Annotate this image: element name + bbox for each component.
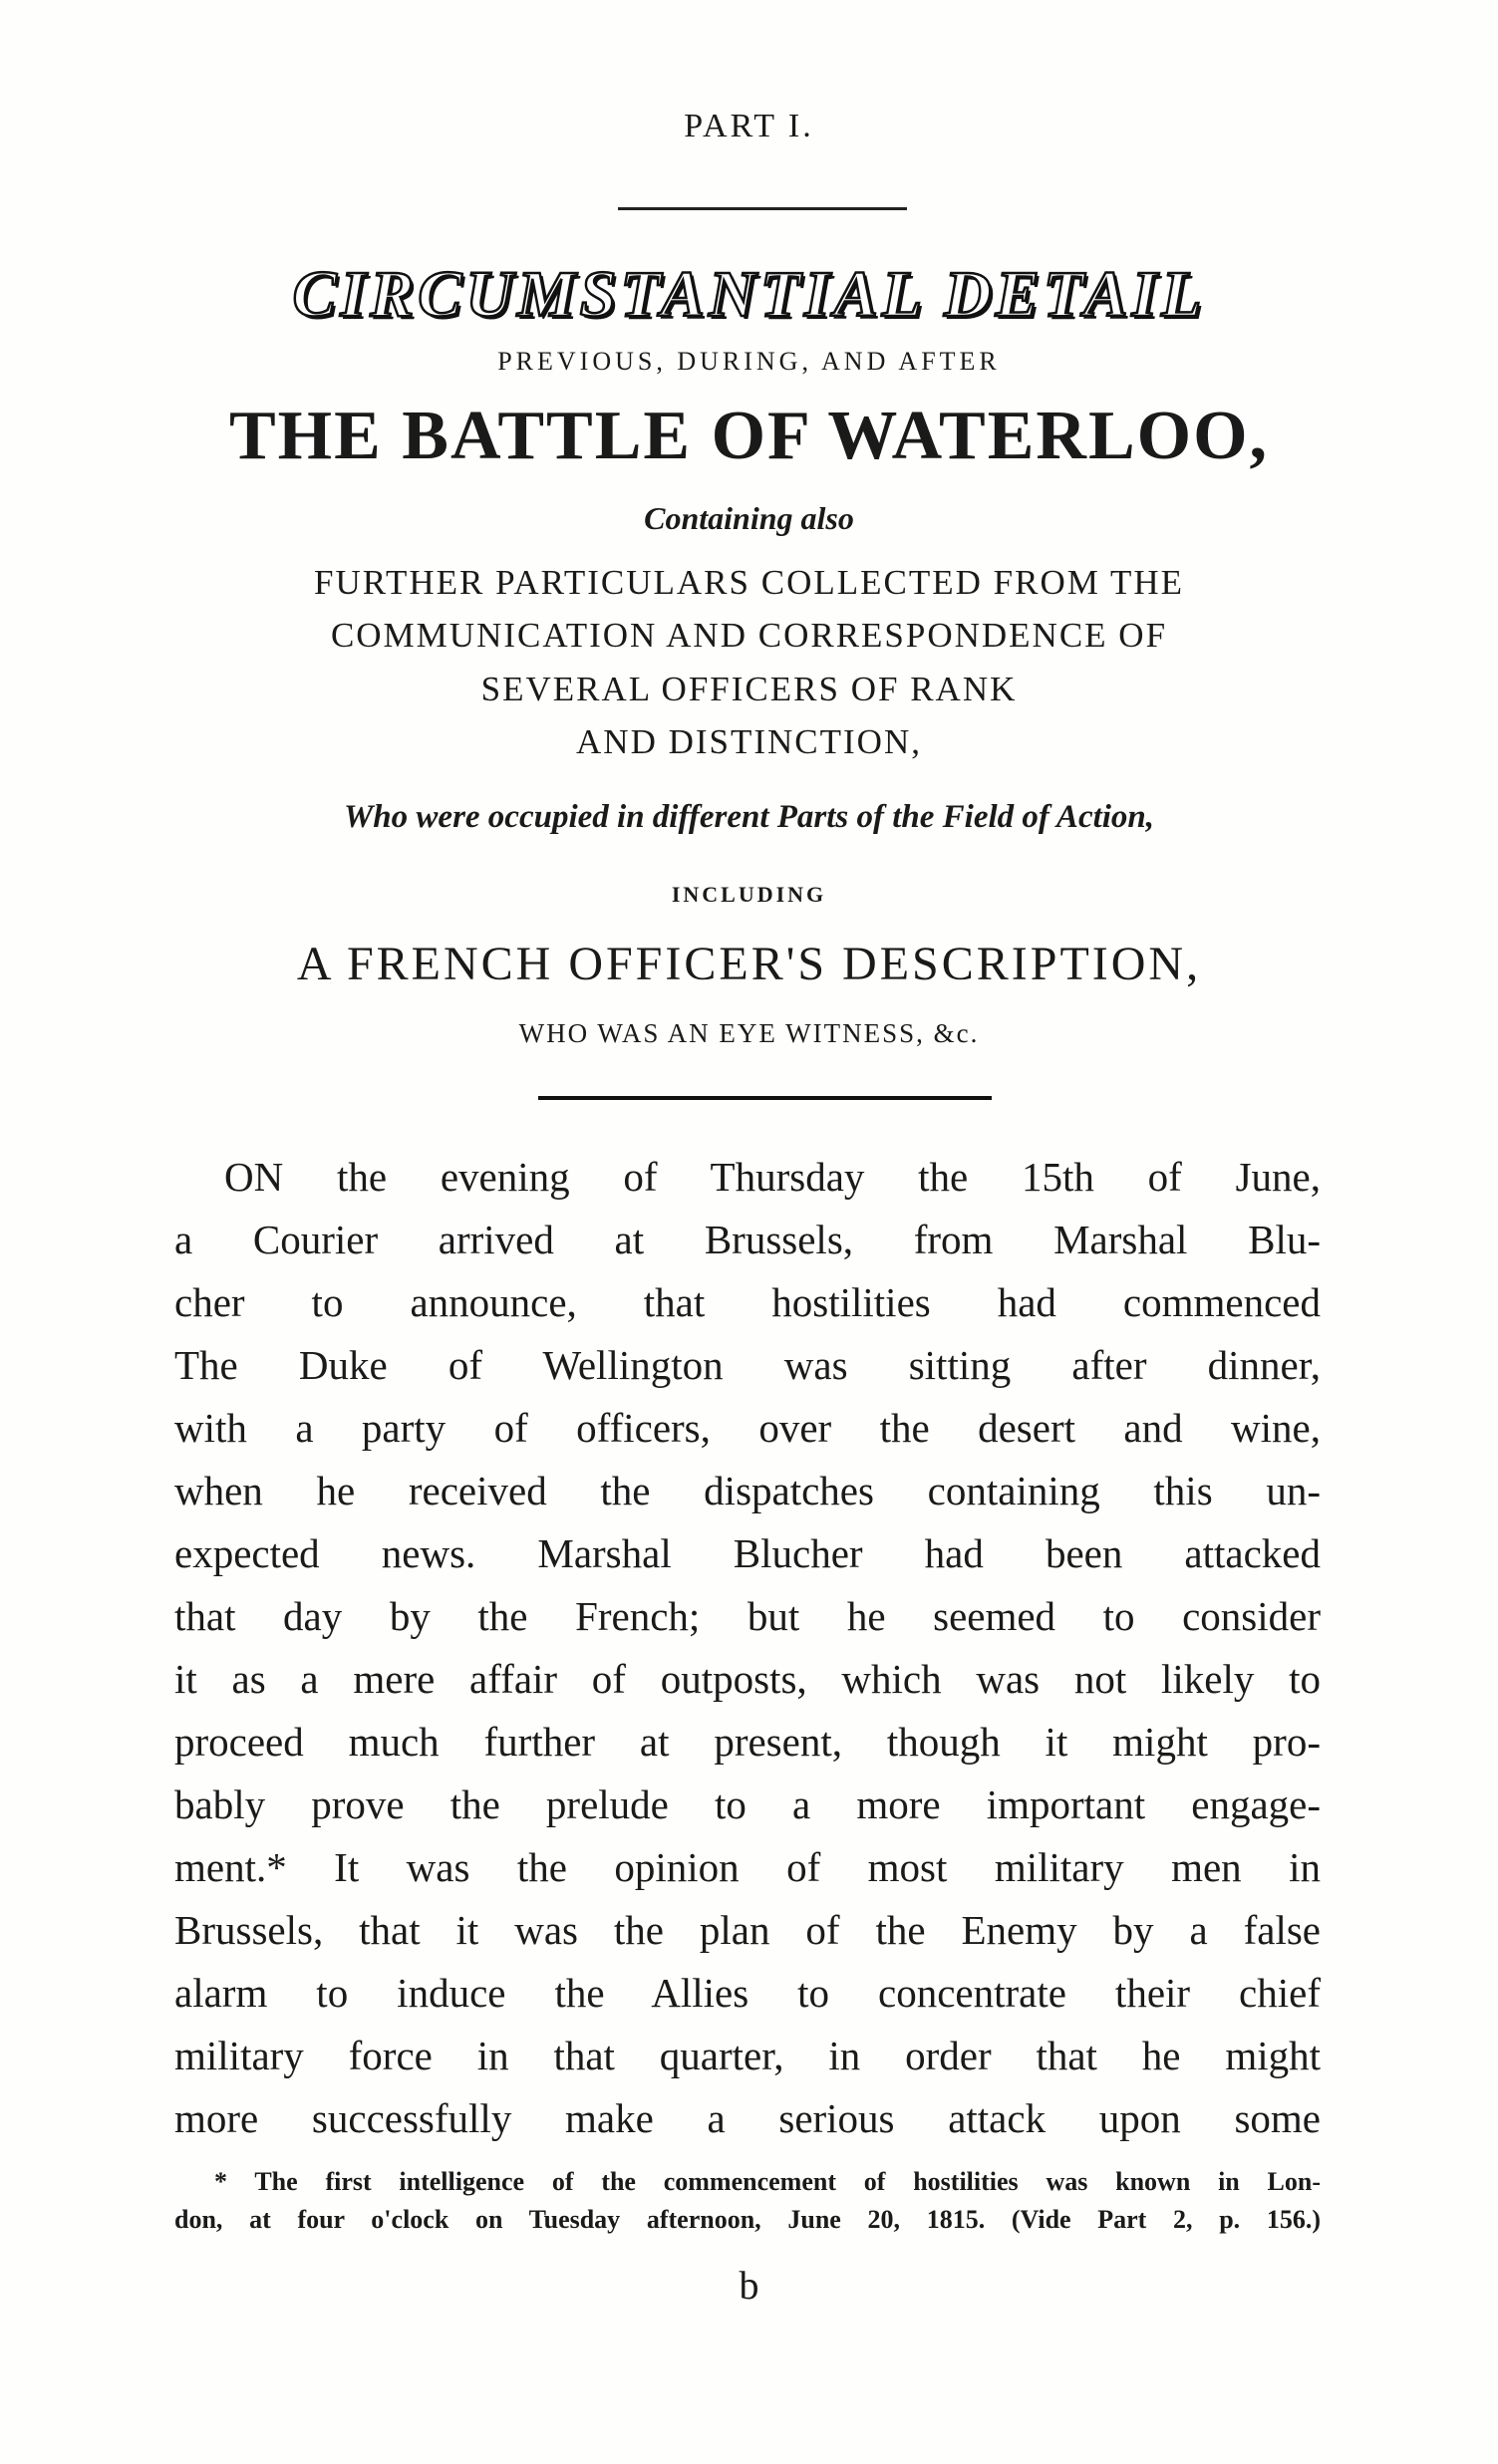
body-line-11: bably prove the prelude to a more important engage- [174,1781,1321,1827]
further-line-1: FURTHER PARTICULARS COLLECTED FROM THE [313,563,1184,602]
body-line-4: The Duke of Wellington was sitting after dinner, [174,1342,1321,1388]
body-line-13: Brussels, that it was the plan of the Enemy by a false [174,1907,1321,1953]
body-line-2: a Courier arrived at Brussels, from Marshal Blu- [174,1217,1321,1262]
battle-title: THE BATTLE OF WATERLOO, [228,398,1270,474]
french-officer-heading: A FRENCH OFFICER'S DESCRIPTION, [296,938,1202,990]
body-line-1: ON the evening of Thursday the 15th of June, [224,1154,1321,1200]
body-line-5: with a party of officers, over the desert and wine, [174,1405,1321,1451]
body-line-12: ment.* It was the opinion of most military men in [174,1844,1321,1890]
further-line-4: AND DISTINCTION, [576,722,922,761]
top-rule [618,207,907,210]
middle-rule [538,1096,992,1100]
eye-witness-line: WHO WAS AN EYE WITNESS, &c. [518,1018,980,1048]
body-line-14: alarm to induce the Allies to concentrate their chief [174,1970,1321,2016]
footnote-line-1: * The first intelligence of the commencement of hostilities was known in Lon- [214,2167,1321,2196]
body-line-9: it as a mere affair of outposts, which was not likely to [174,1656,1321,1702]
signature-mark: b [739,2263,759,2308]
including-label: INCLUDING [671,882,827,907]
body-line-6: when he received the dispatches containing this un- [174,1468,1321,1513]
footnote-line-2: don, at four o'clock on Tuesday afternoon, June 20, 1815. (Vide Part 2, p. 156.) [174,2205,1321,2234]
further-line-2: COMMUNICATION AND CORRESPONDENCE OF [330,616,1168,655]
who-line: Who were occupied in different Parts of the Field of Action, [343,799,1155,835]
body-line-7: expected news. Marshal Blucher had been attacked [174,1530,1321,1576]
ornate-title: CIRCUMSTANTIAL DETAIL [292,258,1206,331]
containing-also: Containing also [644,500,854,536]
further-line-3: SEVERAL OFFICERS OF RANK [480,670,1018,708]
body-line-16: more successfully make a serious attack upon some [174,2095,1321,2141]
body-line-15: military force in that quarter, in order that he might [174,2033,1321,2078]
part-heading: PART I. [684,108,814,144]
body-line-8: that day by the French; but he seemed to consider [174,1593,1321,1639]
subtitle: PREVIOUS, DURING, AND AFTER [497,347,1001,376]
body-line-10: proceed much further at present, though it might pro- [174,1719,1321,1765]
body-line-3: cher to announce, that hostilities had commenced [174,1279,1321,1325]
